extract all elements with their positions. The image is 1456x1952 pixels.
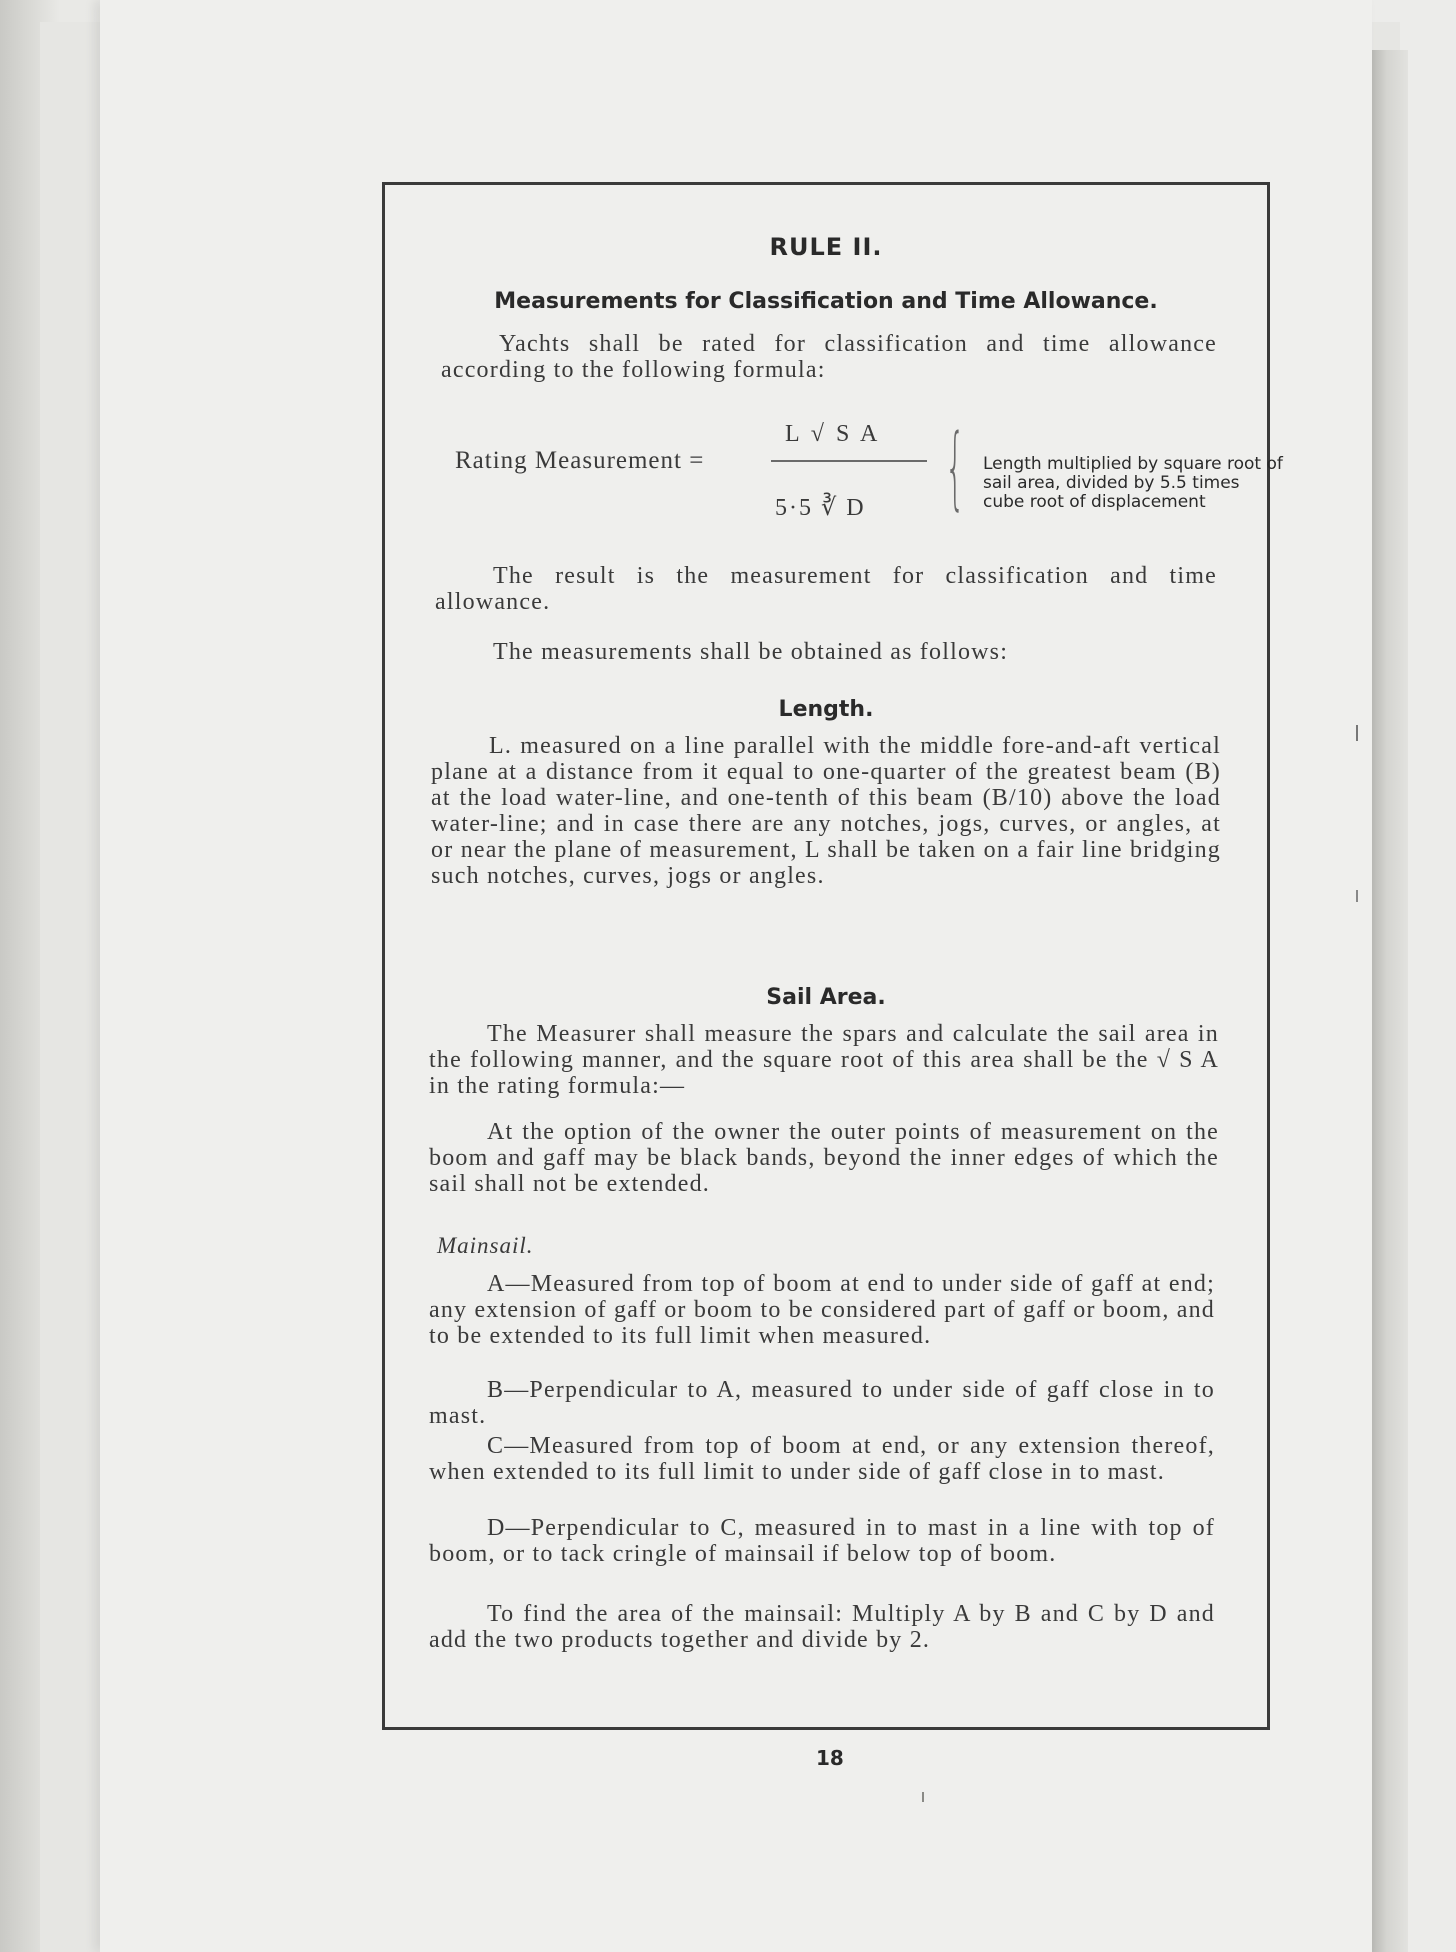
item-b-paragraph: B—Perpendicular to A, measured to under side of gaff close in to mast. — [429, 1377, 1215, 1429]
document-page — [100, 0, 1372, 1952]
item-a-paragraph: A—Measured from top of boom at end to under side of gaff at end; any extension of gaff or boom to be considered part of gaff or boom, and to be extended to its full limit when measured. — [429, 1271, 1215, 1349]
formula-note: Length multiplied by square root of sail area, divided by 5.5 times cube root of displacement — [983, 454, 1283, 512]
formula-denominator: 5·5 ∛ D — [775, 495, 866, 521]
formula-label: Rating Measurement = — [455, 447, 705, 474]
scan-speck — [1356, 890, 1358, 902]
page-number: 18 — [816, 1746, 844, 1770]
text-frame — [382, 182, 1283, 1730]
item-d-paragraph: D—Perpendicular to C, measured in to mast in a line with top of boom, or to tack cringle of mainsail if below top of boom. — [429, 1515, 1215, 1567]
page-edge — [1372, 50, 1408, 1952]
intro-paragraph: Yachts shall be rated for classification and time allowance according to the following formula: — [441, 331, 1217, 383]
formula-numerator: L √ S A — [785, 421, 881, 447]
length-heading: Length. — [778, 697, 874, 722]
section-subtitle: Measurements for Classification and Time Allowance. — [494, 289, 1158, 314]
sail-area-heading: Sail Area. — [766, 985, 886, 1010]
mainsail-area-paragraph: To find the area of the mainsail: Multiply A by B and C by D and add the two products together and divide by 2. — [429, 1601, 1215, 1653]
scan-speck — [922, 1792, 924, 1802]
scan-speck — [1356, 725, 1358, 741]
sail-area-paragraph: The Measurer shall measure the spars and calculate the sail area in the following manner, and the square root of this area shall be the √ S A in the rating formula:— — [429, 1021, 1219, 1099]
length-paragraph: L. measured on a line parallel with the middle fore-and-aft vertical plane at a distance from it equal to one-quarter of the greatest beam (B) at the load water-line, and one-tenth of this beam (B/10) above the load water-line; and in case there are any notches, jogs, curves, or angles, at or near the plane of measurement, L shall be taken on a fair line bridging such notches, curves, jogs or angles. — [431, 733, 1221, 889]
result-paragraph: The result is the measurement for classification and time allowance. — [435, 563, 1217, 615]
obtained-paragraph: The measurements shall be obtained as follows: — [493, 639, 1009, 665]
mainsail-label: Mainsail. — [437, 1233, 534, 1258]
rule-title: RULE II. — [769, 233, 883, 261]
fraction-bar — [771, 460, 927, 462]
item-c-paragraph: C—Measured from top of boom at end, or any extension thereof, when extended to its full limit to under side of gaff close in to mast. — [429, 1433, 1215, 1485]
brace-icon: { — [945, 415, 966, 520]
option-paragraph: At the option of the owner the outer points of measurement on the boom and gaff may be black bands, beyond the inner edges of which the sail shall not be extended. — [429, 1119, 1219, 1197]
